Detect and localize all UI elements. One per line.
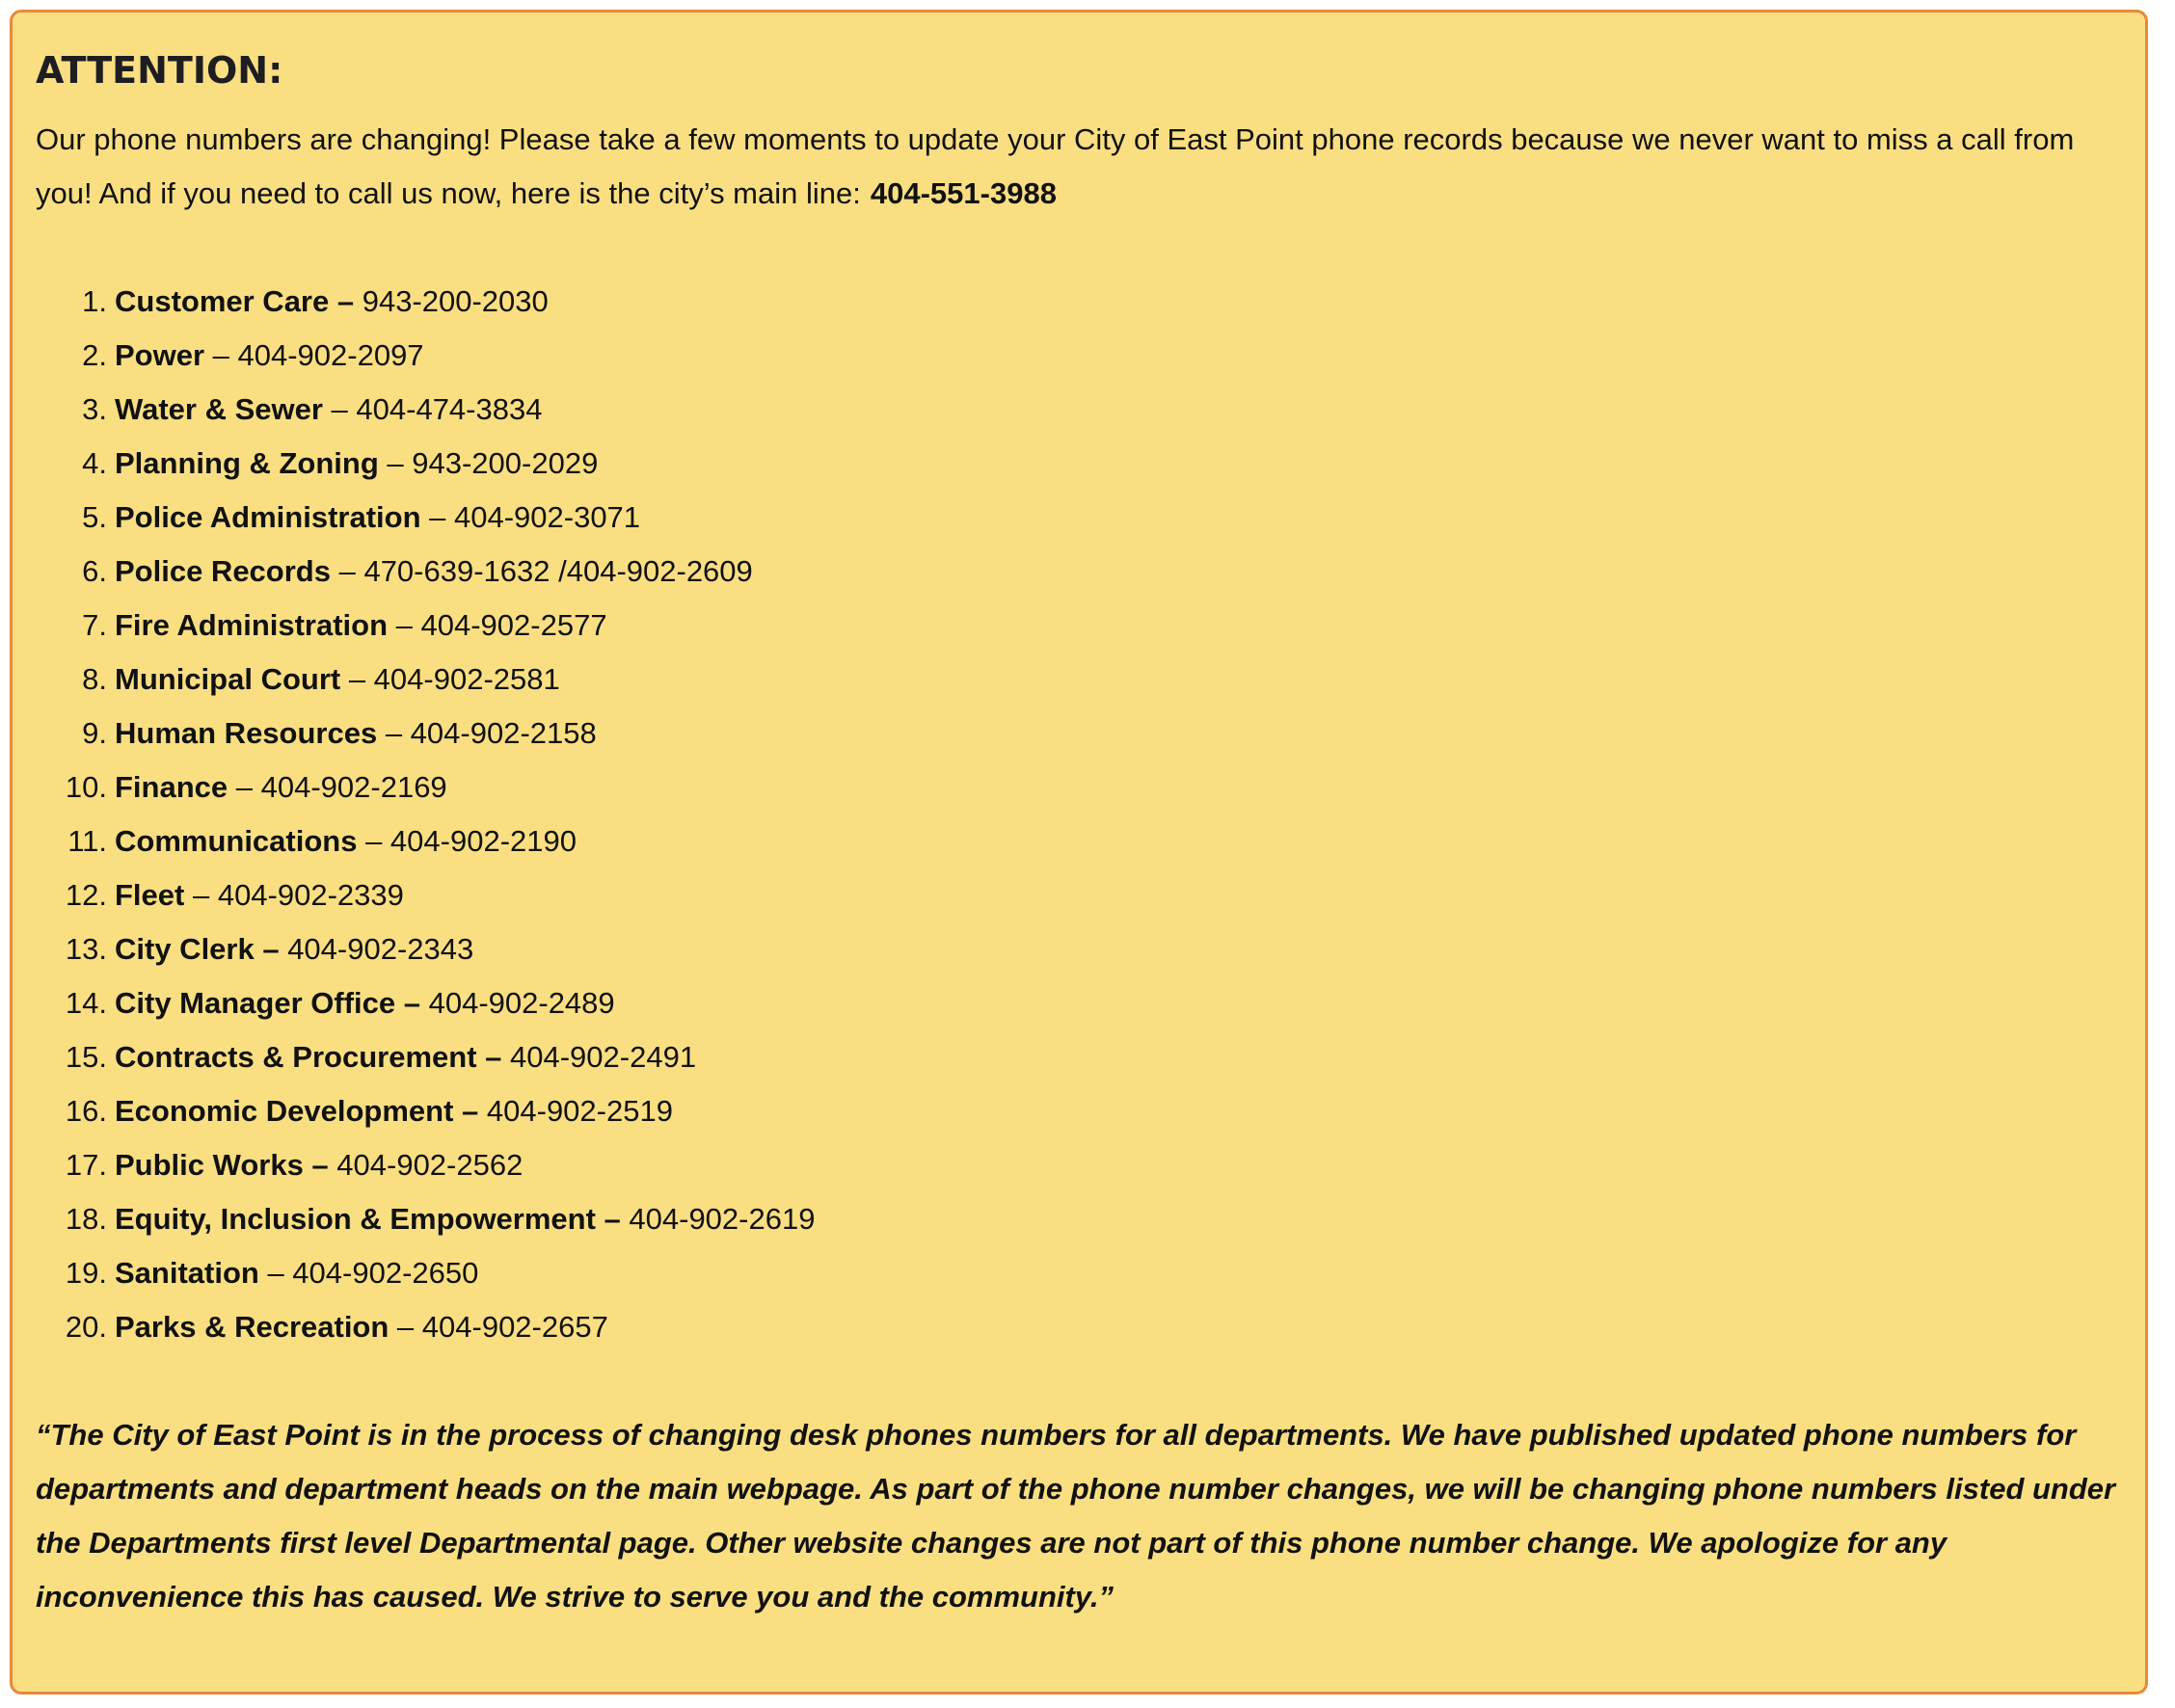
list-number: 4. <box>82 445 107 480</box>
department-name: Planning & Zoning <box>115 445 379 480</box>
department-name: Contracts & Procurement – <box>115 1039 502 1074</box>
list-number: 1. <box>82 283 107 318</box>
department-list-item <box>36 437 2122 491</box>
department-list-item <box>36 329 2122 383</box>
department-phone: – 404-902-2169 <box>228 769 447 804</box>
department-phone: 943-200-2030 <box>354 283 549 318</box>
list-number: 12. <box>65 877 107 912</box>
list-number: 14. <box>65 985 107 1020</box>
department-list-item <box>36 383 2122 437</box>
list-number: 17. <box>65 1147 107 1182</box>
department-list-item <box>36 1192 2122 1246</box>
list-number: 16. <box>65 1093 107 1128</box>
department-name: Communications <box>115 823 358 858</box>
department-list-item <box>36 653 2122 707</box>
department-name: Police Records <box>115 553 331 588</box>
department-phone: 404-902-2519 <box>478 1093 673 1128</box>
department-list-item <box>36 599 2122 653</box>
list-number: 6. <box>82 553 107 588</box>
list-number: 19. <box>65 1255 107 1290</box>
department-list-item <box>36 922 2122 976</box>
department-phone: – 404-902-2577 <box>388 607 607 642</box>
department-list-item <box>36 1300 2122 1354</box>
department-name: Power <box>115 337 205 372</box>
department-phone: – 404-902-2581 <box>340 661 560 696</box>
list-number: 7. <box>82 607 107 642</box>
main-line-phone: 404-551-3988 <box>870 175 1057 210</box>
department-phone: 404-902-2619 <box>620 1201 816 1236</box>
attention-notice-box <box>10 10 2148 1695</box>
list-number: 15. <box>65 1039 107 1074</box>
department-phone: 404-902-2562 <box>328 1147 524 1182</box>
department-name: Public Works – <box>115 1147 329 1182</box>
department-name: Police Administration <box>115 499 421 534</box>
department-list-item <box>36 275 2122 329</box>
department-phone: 404-902-2491 <box>501 1039 697 1074</box>
department-name: Parks & Recreation <box>115 1309 389 1344</box>
department-phone-list <box>36 275 2122 1354</box>
department-list-item <box>36 761 2122 814</box>
department-name: Fire Administration <box>115 607 389 642</box>
department-phone: – 943-200-2029 <box>378 445 599 480</box>
list-number: 18. <box>65 1201 107 1236</box>
department-name: Municipal Court <box>115 661 341 696</box>
department-list-item <box>36 491 2122 545</box>
department-phone: – 404-902-3071 <box>420 499 641 534</box>
department-name: City Manager Office – <box>115 985 420 1020</box>
list-number: 2. <box>82 337 107 372</box>
department-phone: – 404-902-2097 <box>204 337 424 372</box>
department-phone: 404-902-2489 <box>419 985 615 1020</box>
department-phone: – 404-902-2158 <box>377 715 597 750</box>
department-list-item <box>36 707 2122 761</box>
department-phone: – 404-902-2339 <box>184 877 404 912</box>
list-number: 3. <box>82 391 107 426</box>
department-phone: – 404-474-3834 <box>322 391 543 426</box>
department-list-item <box>36 1246 2122 1300</box>
department-list-item <box>36 1138 2122 1192</box>
department-name: City Clerk – <box>115 931 280 966</box>
department-name: Fleet <box>115 877 185 912</box>
department-phone: 404-902-2343 <box>279 931 474 966</box>
department-name: Customer Care – <box>115 283 355 318</box>
list-number: 20. <box>65 1309 107 1344</box>
list-number: 8. <box>82 661 107 696</box>
department-name: Finance <box>115 769 228 804</box>
list-number: 10. <box>65 769 107 804</box>
intro-paragraph <box>36 113 2122 221</box>
department-list-item <box>36 868 2122 922</box>
department-list-item <box>36 814 2122 868</box>
department-phone: – 404-902-2650 <box>258 1255 479 1290</box>
department-name: Economic Development – <box>115 1093 479 1128</box>
department-name: Human Resources <box>115 715 378 750</box>
list-number: 13. <box>65 931 107 966</box>
department-list-item <box>36 1084 2122 1138</box>
department-phone: – 404-902-2657 <box>389 1309 608 1344</box>
department-list-item <box>36 976 2122 1030</box>
closing-statement: “The City of East Point is in the process of changing desk phones numbers for all departments. We have published updated phone numbers for departments and department heads on the main webpage. As part of the phone number changes, we will be changing phone numbers listed under the Departments first level Departmental page. Other website changes are not part of this phone number change. We apologize for any inconvenience this has caused. We strive to serve you and the community.” <box>36 1417 2116 1614</box>
list-number: 5. <box>82 499 107 534</box>
department-phone: – 404-902-2190 <box>357 823 577 858</box>
department-name: Sanitation <box>115 1255 259 1290</box>
department-list-item <box>36 545 2122 599</box>
list-number: 11. <box>67 823 107 858</box>
department-name: Equity, Inclusion & Empowerment – <box>115 1201 621 1236</box>
notice-title: ATTENTION: <box>36 49 283 92</box>
department-list-item <box>36 1030 2122 1084</box>
department-name: Water & Sewer <box>115 391 323 426</box>
department-phone: – 470-639-1632 /404-902-2609 <box>330 553 753 588</box>
intro-text: Our phone numbers are changing! Please take a few moments to update your City of East Point phone records because we never want to miss a call from you! And if you need to call us now, here is the city’s main line: <box>36 121 2075 210</box>
list-number: 9. <box>82 715 107 750</box>
